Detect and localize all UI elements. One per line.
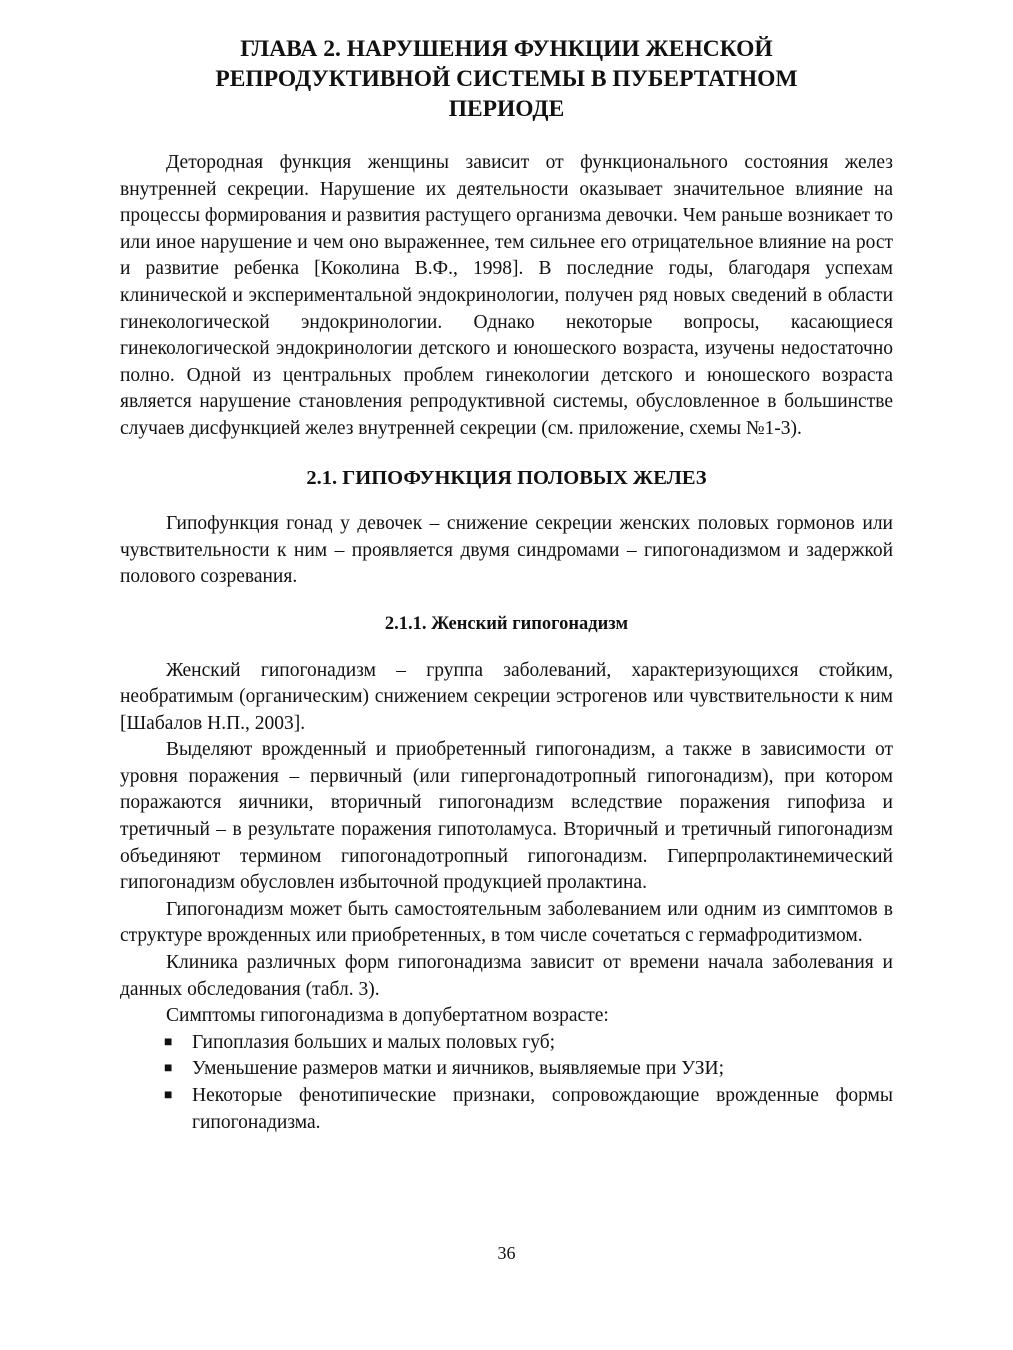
list-item-text: Гипоплазия больших и малых половых губ; (192, 1031, 556, 1053)
chapter-title-line-3: ПЕРИОДЕ (448, 96, 565, 122)
page-number: 36 (497, 1243, 516, 1263)
subsection-paragraph-classification: Выделяют врожденный и приобретенный гипогонадизм, а также в зависимости от уровня поражения – первичный (или гипергонадотропный гипогонадизм), при котором поражаются яичники, вторичный гипогонадизм вследствие поражения гипофиза и третичный – в результате поражения гипотоламуса. Вторичный и третичный гипогонадизм объединяют термином гипогонадотропный гипогонадизм. Гиперпролактинемический гипогонадизм обусловлен избыточной продукцией пролактина. (120, 739, 893, 894)
list-item-text: Некоторые фенотипические признаки, сопровождающие врожденные формы гипогонадизма. (192, 1085, 893, 1133)
bullet-icon: ■ (164, 1034, 173, 1050)
bullet-icon: ■ (164, 1061, 173, 1077)
section-title: 2.1. ГИПОФУНКЦИЯ ПОЛОВЫХ ЖЕЛЕЗ (306, 466, 707, 489)
list-item (164, 1056, 893, 1083)
list-item (164, 1030, 893, 1057)
subsection-title: 2.1.1. Женский гипогонадизм (384, 613, 629, 634)
symptoms-intro: Симптомы гипогонадизма в допубертатном возрасте: (166, 1005, 609, 1027)
bullet-icon: ■ (164, 1088, 173, 1103)
list-item (164, 1083, 893, 1136)
chapter-title-line-2: РЕПРОДУКТИВНОЙ СИСТЕМЫ В ПУБЕРТАТНОМ (215, 66, 798, 92)
subsection-paragraph-clinic: Клиника различных форм гипогонадизма зависит от времени начала заболевания и данных обследования (табл. 3). (120, 952, 893, 1000)
section-paragraph: Гипофункция гонад у девочек – снижение секреции женских половых гормонов или чувствительности к ним – проявляется двумя синдромами – гипогонадизмом и задержкой полового созревания. (120, 513, 893, 588)
list-item-text: Уменьшение размеров матки и яичников, выявляемые при УЗИ; (192, 1058, 725, 1080)
chapter-title (120, 34, 893, 124)
symptoms-list (120, 1030, 893, 1136)
subsection-paragraph-disease: Гипогонадизм может быть самостоятельным заболеванием или одним из симптомов в структуре врожденных или приобретенных, в том числе сочетаться с гермафродитизмом. (120, 898, 893, 947)
chapter-title-line-1: ГЛАВА 2. НАРУШЕНИЯ ФУНКЦИИ ЖЕНСКОЙ (240, 36, 773, 62)
intro-paragraph: Детородная функция женщины зависит от функционального состояния желез внутренней секреции. Нарушение их деятельности оказывает значительное влияние на процессы формирования и развития растущего организма девочки. Чем раньше возникает то или иное нарушение и чем оно выраженнее, тем сильнее его отрицательное влияние на рост и развитие ребенка [Коколина В.Ф., 1998]. В последние годы, благодаря успехам клинической и экспериментальной эндокринологии, получен ряд новых сведений в области гинекологической эндокринологии. Однако некоторые вопросы, касающиеся гинекологической эндокринологии детского и юношеского возраста, изучены недостаточно полно. Одной из центральных проблем гинекологии детского и юношеского возраста является нарушение становления репродуктивной системы, обусловленное в большинстве случаев дисфункцией желез внутренней секреции (см. приложение, схемы №1-3). (120, 152, 893, 439)
subsection-paragraph-definition: Женский гипогонадизм – группа заболеваний, характеризующихся стойким, необратимым (органическим) снижением секреции эстрогенов или чувствительности к ним [Шабалов Н.П., 2003]. (120, 659, 893, 734)
